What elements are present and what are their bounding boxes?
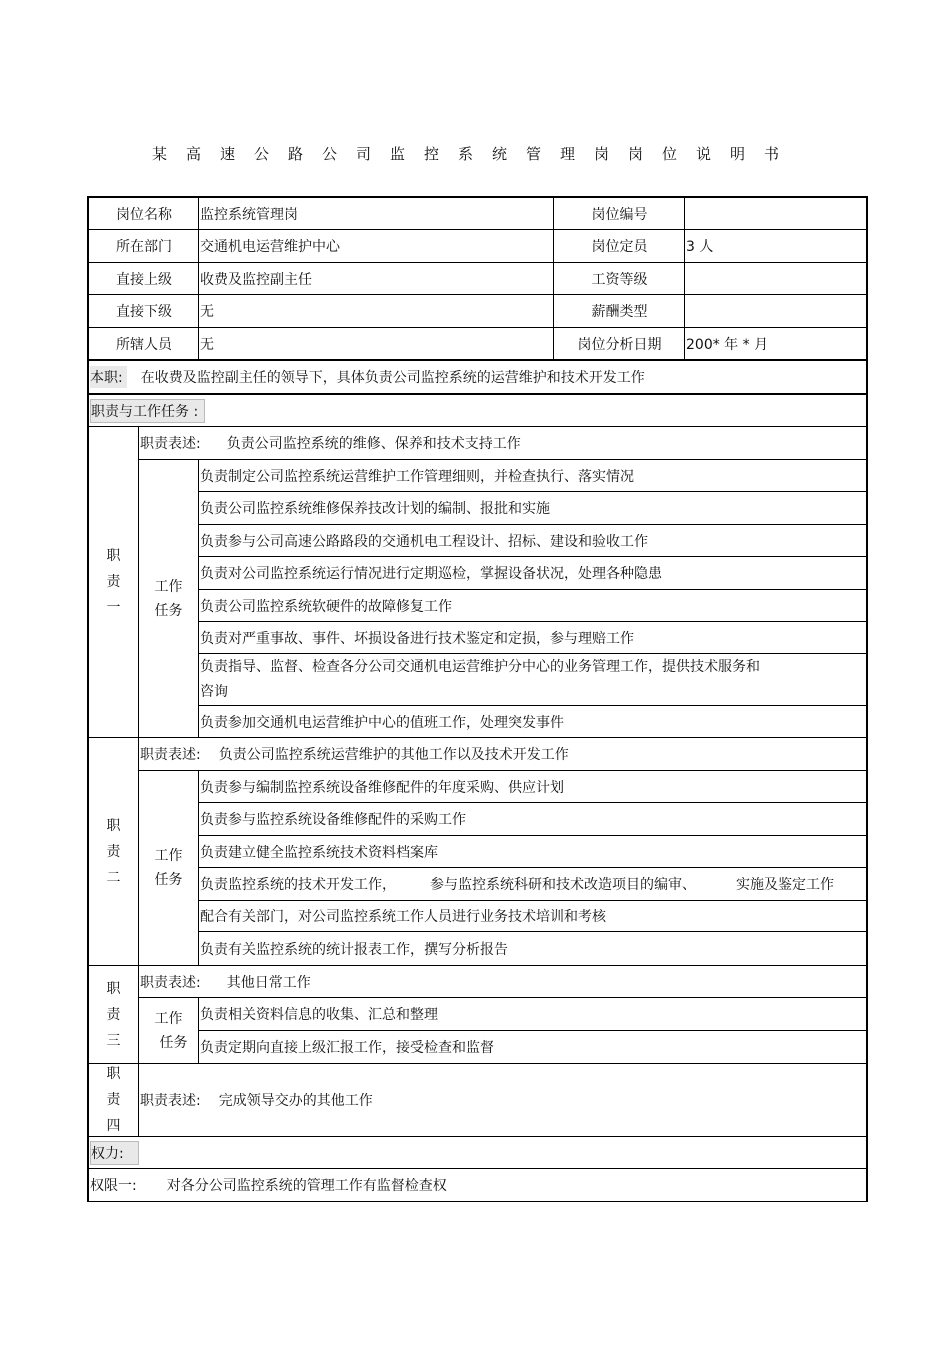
info-value: [685, 295, 866, 327]
task-item: 配合有关部门，对公司监控系统工作人员进行业务技术培训和考核: [199, 901, 866, 932]
info-label: 所辖人员: [89, 328, 199, 359]
tasks-label-3: 工作 任务: [139, 998, 199, 1063]
duty-statement-4: 职责表述: 完成领导交办的其他工作: [140, 1093, 373, 1109]
task-item: 负责参加交通机电运营维护中心的值班工作，处理突发事件: [200, 714, 564, 731]
info-section: [89, 198, 866, 361]
task-item: 负责有关监控系统的统计报表工作，撰写分析报告: [200, 941, 508, 958]
page-title: 某高速公路公司监控系统管理岗岗位说明书: [151, 145, 798, 163]
task-item: 负责监控系统的技术开发工作， 参与监控系统科研和技术改造项目的编审、 实施及鉴定工作: [199, 868, 866, 901]
duty-name-3: 职 责 三: [89, 966, 139, 1063]
info-label: 岗位编号: [554, 198, 685, 229]
duty-statement-2: 职责表述: 负责公司监控系统运营维护的其他工作以及技术开发工作: [139, 738, 866, 771]
duties-header: 职责与工作任务 :: [90, 399, 205, 423]
duty-name-4: 职 责 四: [89, 1064, 139, 1136]
task-item: 负责公司监控系统维修保养技改计划的编制、报批和实施: [199, 492, 866, 525]
info-value: 200* 年 * 月: [686, 336, 769, 353]
info-value: 收费及监控副主任: [199, 263, 554, 294]
info-row: [89, 263, 866, 295]
info-value: 交通机电运营维护中心: [199, 230, 554, 262]
info-row: [89, 230, 866, 263]
task-item-multiline: 负责指导、监督、检查各分公司交通机电运营维护分中心的业务管理工作，提供技术服务和 咨询: [199, 654, 866, 706]
task-item: 负责对公司监控系统运行情况进行定期巡检，掌握设备状况，处理各种隐患: [199, 557, 866, 590]
power-text: 对各分公司监控系统的管理工作有监督检查权: [166, 1178, 447, 1194]
info-label: 岗位定员: [554, 230, 685, 262]
task-item: 负责公司监控系统软硬件的故障修复工作: [199, 590, 866, 622]
task-item: 负责参与编制监控系统设备维修配件的年度采购、供应计划: [199, 771, 866, 803]
info-label: 工资等级: [554, 263, 685, 294]
duties-header-row: [89, 395, 866, 427]
duty-block-4: [89, 1064, 866, 1137]
tasks-label-2: 工作 任务: [139, 771, 199, 965]
info-label: 岗位名称: [89, 198, 199, 229]
duty-block-2: [89, 738, 866, 966]
info-label: 薪酬类型: [554, 295, 685, 327]
duty-name-2: 职 责 二: [89, 738, 139, 965]
task-item: 负责对严重事故、事件、坏损设备进行技术鉴定和定损，参与理赔工作: [199, 622, 866, 654]
task-item: 负责定期向直接上级汇报工作，接受检查和监督: [200, 1040, 494, 1056]
power-label: 权限一:: [90, 1178, 137, 1194]
duty-name-1: 职 责 一: [89, 427, 139, 737]
duty-block-3: [89, 966, 866, 1064]
power-header-row: [89, 1137, 866, 1169]
task-item: 负责相关资料信息的收集、汇总和整理: [199, 998, 866, 1031]
info-value: 无: [199, 328, 554, 359]
info-label: 直接上级: [89, 263, 199, 294]
core-duty-label: 本职:: [90, 366, 127, 388]
info-value: 监控系统管理岗: [199, 198, 554, 229]
info-label: 岗位分析日期: [554, 328, 685, 359]
info-row: [89, 295, 866, 328]
info-label: 直接下级: [89, 295, 199, 327]
power-header: 权力:: [90, 1141, 139, 1165]
tasks-label-1: 工作 任务: [139, 460, 199, 737]
info-value: 3 人: [686, 239, 714, 255]
info-value: [685, 198, 866, 229]
info-row: [89, 198, 866, 230]
task-item: 负责参与监控系统设备维修配件的采购工作: [199, 803, 866, 836]
info-label: 所在部门: [89, 230, 199, 262]
task-item: 负责制定公司监控系统运营维护工作管理细则，并检查执行、落实情况: [199, 460, 866, 492]
info-value: 无: [199, 295, 554, 327]
duty-block-1: [89, 427, 866, 738]
info-row: [89, 328, 866, 361]
task-item: 负责参与公司高速公路路段的交通机电工程设计、招标、建设和验收工作: [199, 525, 866, 557]
power-row-1: [89, 1169, 866, 1201]
duty-statement-1: 职责表述: 负责公司监控系统的维修、保养和技术支持工作: [139, 427, 866, 460]
job-description-table: [87, 196, 868, 1202]
info-value: [685, 263, 866, 294]
duty-statement-3: 职责表述: 其他日常工作: [139, 966, 866, 998]
core-duty-row: [89, 361, 866, 395]
task-item: 负责建立健全监控系统技术资料档案库: [199, 836, 866, 868]
core-duty-text: 在收费及监控副主任的领导下，具体负责公司监控系统的运营维护和技术开发工作: [140, 370, 645, 386]
